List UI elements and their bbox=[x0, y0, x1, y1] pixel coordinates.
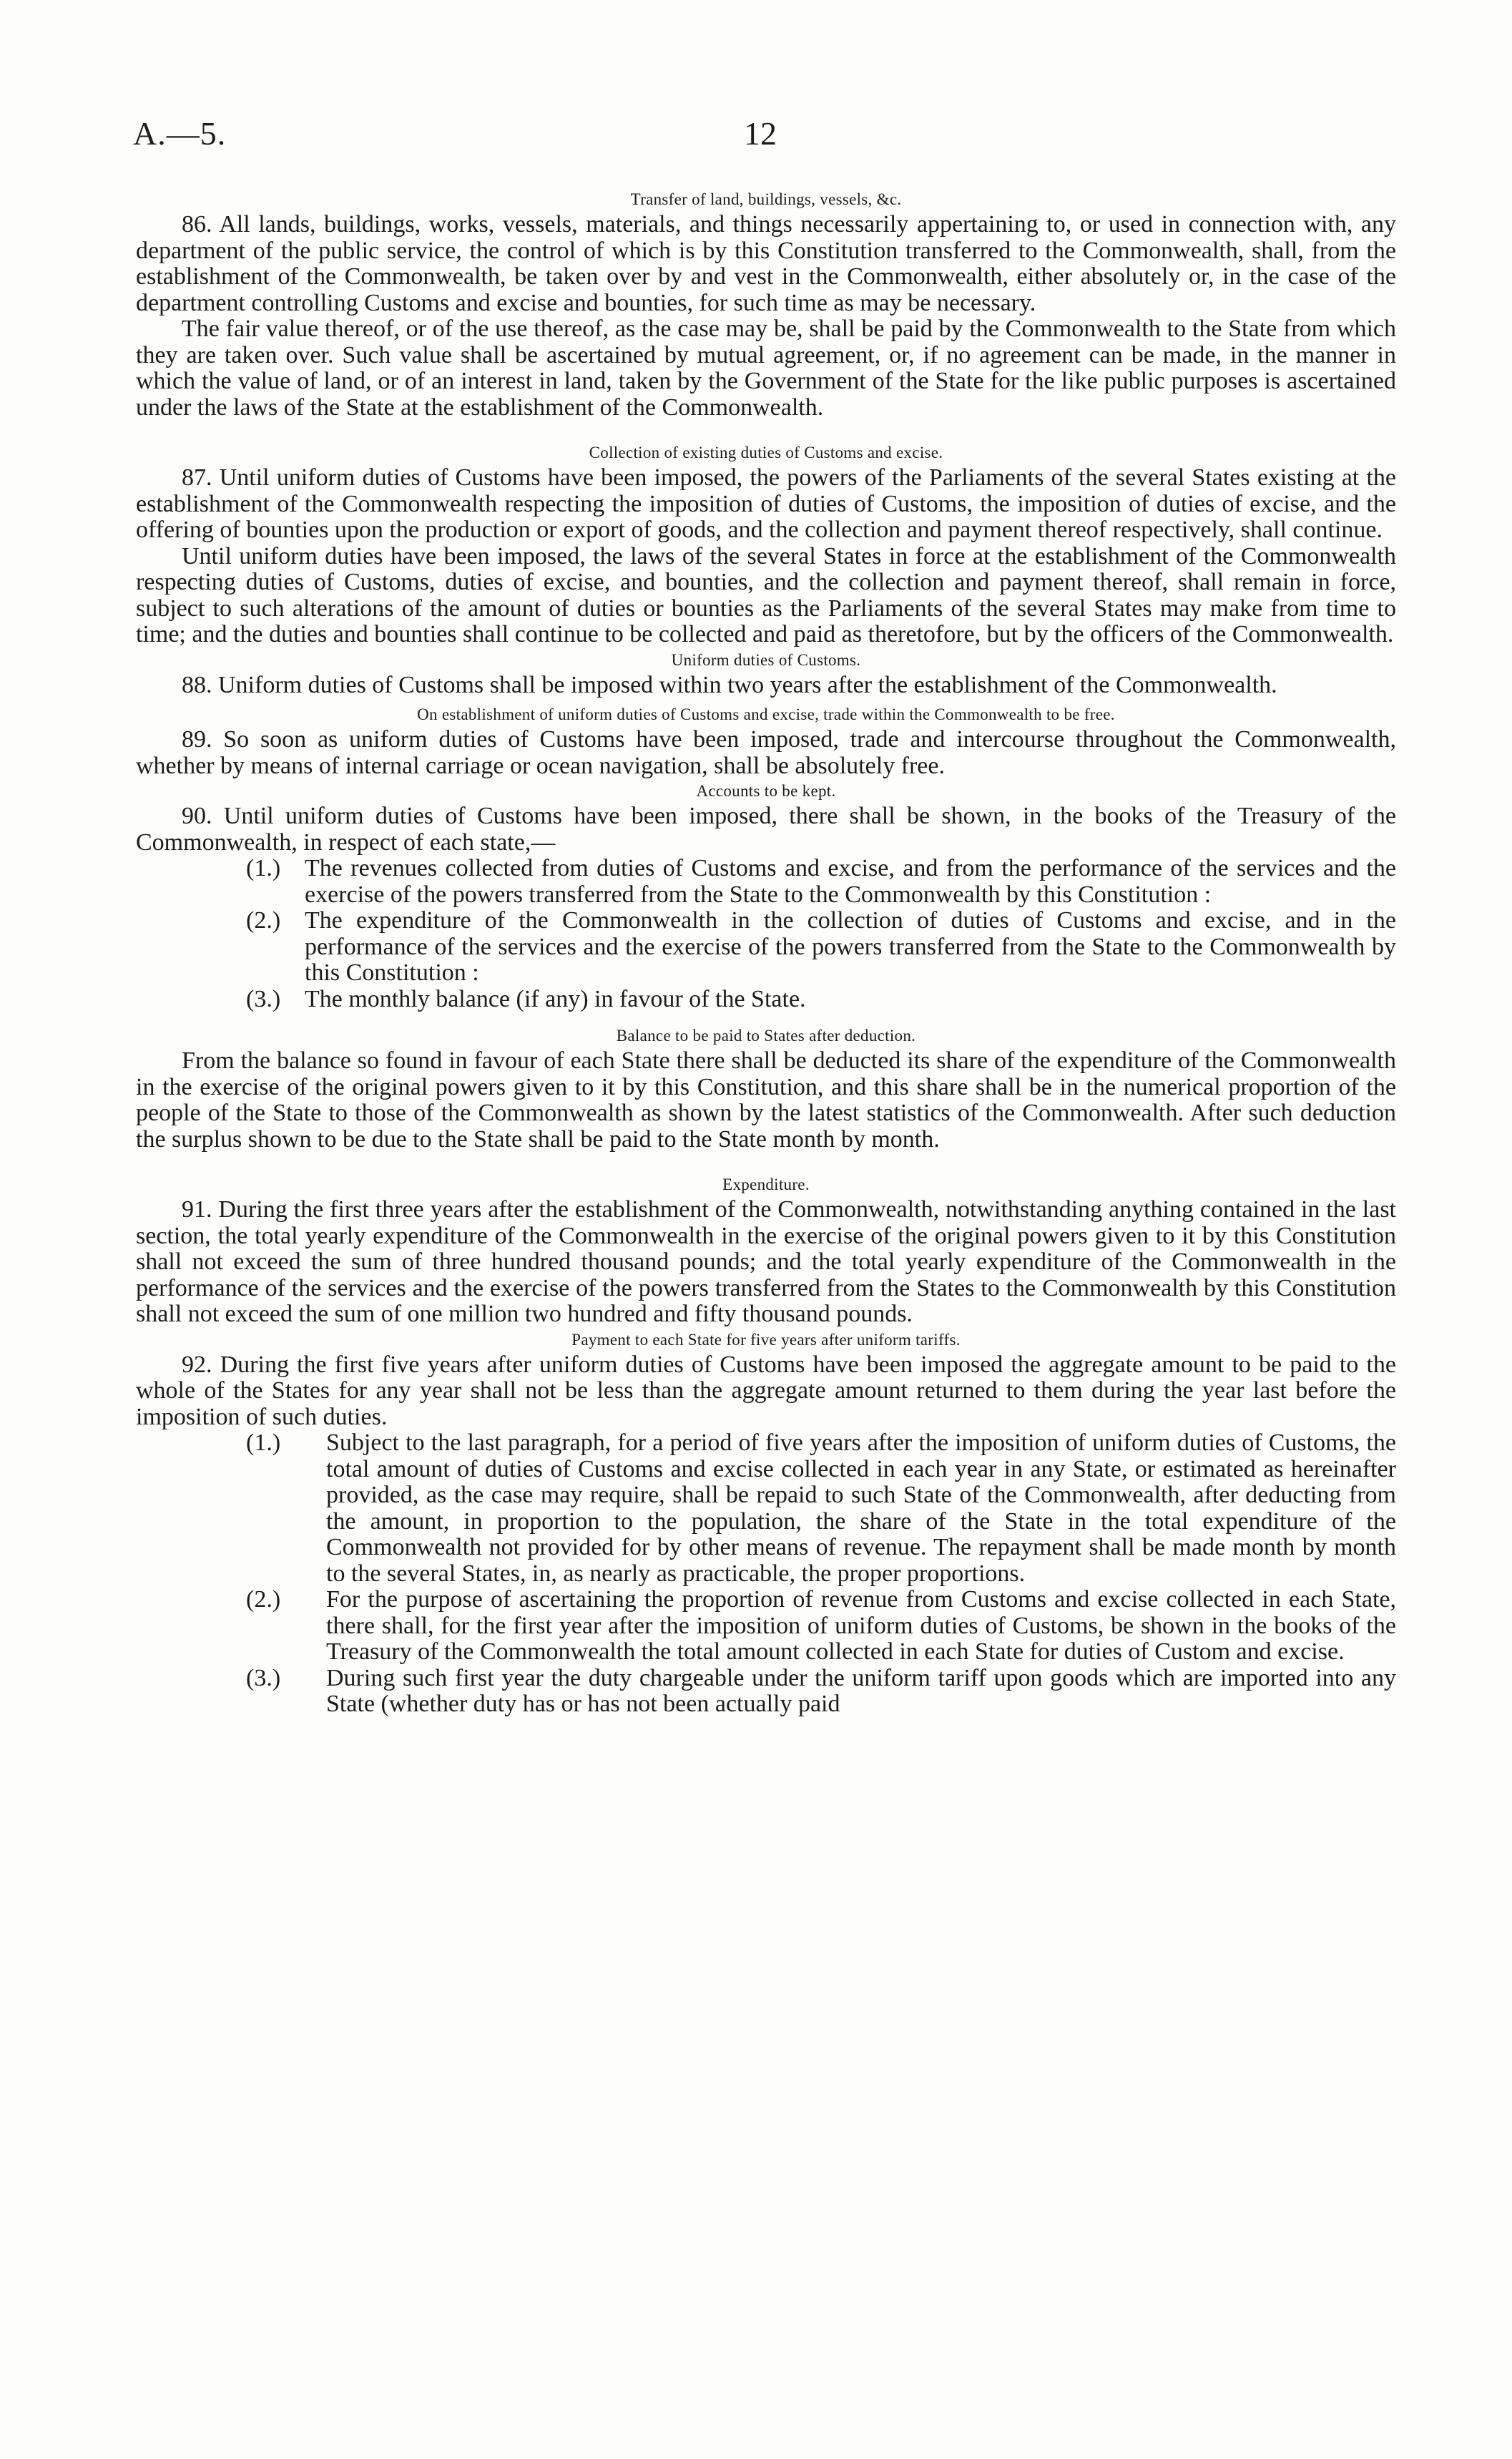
item-text: The monthly balance (if any) in favour of the State. bbox=[305, 985, 806, 1012]
section-90-item bbox=[136, 856, 1396, 908]
section-86-paragraph-2: The fair value thereof, or of the use thereof, as the case may be, shall be paid by the Commonwealth to the State from which they are taken over. Such value shall be ascertained by mutual agreement, or, if no agreement can be made, in the manner in which the value of land, or of an interest in land, taken by the Government of the State for the like public purposes is ascertained under the laws of the State at the establishment of the Commonwealth. bbox=[136, 316, 1396, 421]
marginal-heading-88: Uniform duties of Customs. bbox=[671, 650, 861, 669]
item-text: The revenues collected from duties of Customs and excise, and from the performance of the services and the exercise of the powers transferred from the State to the Commonwealth by this Constitution : bbox=[305, 855, 1396, 908]
section-89-paragraph-1: 89. So soon as uniform duties of Customs have been imposed, trade and intercourse throughout the Commonwealth, whether by means of internal carriage or ocean navigation, shall be absolutely free. bbox=[136, 726, 1396, 779]
page-number: 12 bbox=[744, 115, 777, 152]
item-text: The expenditure of the Commonwealth in the collection of duties of Customs and excise, and in the performance of the services and the exercise of the powers transferred from the State to the Commonwealth by this Constitution : bbox=[305, 907, 1396, 986]
section-92-item bbox=[136, 1430, 1396, 1587]
document-reference: A.—5. bbox=[133, 115, 227, 152]
marginal-heading-91: Expenditure. bbox=[722, 1175, 810, 1193]
section-87-paragraph-1: 87. Until uniform duties of Customs have been imposed, the powers of the Parliaments of the several States existing at the establishment of the Commonwealth respecting the imposition of duties of Customs, the imposition of duties of excise, and the offering of bounties upon the production or export of goods, and the collection and payment thereof respectively, shall continue. bbox=[136, 464, 1396, 543]
item-number: (1.) bbox=[246, 855, 281, 881]
section-90-paragraph-1: 90. Until uniform duties of Customs have been imposed, there shall be shown, in the books of the Treasury of the Commonwealth, in respect of each state,— bbox=[136, 803, 1396, 856]
marginal-heading-92: Payment to each State for five years after uniform tariffs. bbox=[571, 1330, 961, 1349]
section-92-paragraph-1: 92. During the first five years after uniform duties of Customs have been imposed the aggregate amount to be paid to the whole of the States for any year shall not be less than the aggregate amount returned to them during the year last before the imposition of such duties. bbox=[136, 1351, 1396, 1430]
marginal-heading-86: Transfer of land, buildings, vessels, &c. bbox=[630, 190, 902, 208]
section-91-paragraph-1: 91. During the first three years after the establishment of the Commonwealth, notwithstanding anything contained in the last section, the total yearly expenditure of the Commonwealth in the exercise of the original powers given to it by this Constitution shall not exceed the sum of three hundred thousand pounds; and the total yearly expenditure of the Commonwealth in the performance of the services and the exercise of the powers transferred from the States to the Commonwealth by this Constitution shall not exceed the sum of one million two hundred and fifty thousand pounds. bbox=[136, 1196, 1396, 1327]
item-text: For the purpose of ascertaining the proportion of revenue from Customs and excise collected in each State, there shall, for the first year after the imposition of uniform duties of Customs, be shown in the books of the Treasury of the Commonwealth the total amount collected in each State for duties of Custom and excise. bbox=[326, 1586, 1396, 1665]
item-number: (2.) bbox=[246, 907, 281, 934]
section-90-item bbox=[136, 908, 1396, 987]
section-92-item bbox=[136, 1666, 1396, 1718]
section-88-paragraph-1: 88. Uniform duties of Customs shall be imposed within two years after the establishment of the Commonwealth. bbox=[182, 671, 1277, 698]
marginal-heading-90: Accounts to be kept. bbox=[696, 782, 836, 800]
marginal-heading-balance: Balance to be paid to States after deduction. bbox=[616, 1027, 916, 1045]
document-body bbox=[136, 187, 1396, 1718]
item-text: During such first year the duty chargeable under the uniform tariff upon goods which are imported into any State (whether duty has or has not been actually paid bbox=[326, 1664, 1396, 1717]
item-number: (1.) bbox=[246, 1429, 281, 1456]
item-number: (2.) bbox=[246, 1586, 281, 1613]
item-text: Subject to the last paragraph, for a period of five years after the imposition of uniform duties of Customs, the total amount of duties of Customs and excise collected in each year in any State, or estimated as hereinafter provided, as the case may require, shall be repaid to such State of the Commonwealth, after deducting from the amount, in proportion to the population, the share of the State in the total expenditure of the Commonwealth not provided for by other means of revenue. The repayment shall be made month by month to the several States, in, as nearly as practicable, the proper proportions. bbox=[326, 1429, 1396, 1587]
item-number: (3.) bbox=[246, 1664, 281, 1691]
marginal-heading-87: Collection of existing duties of Customs and excise. bbox=[589, 444, 943, 461]
item-number: (3.) bbox=[246, 985, 281, 1012]
section-90-item bbox=[136, 987, 1396, 1013]
balance-paragraph: From the balance so found in favour of each State there shall be deducted its share of the expenditure of the Commonwealth in the exercise of the original powers given to it by this Constitution, and this share shall be in the numerical proportion of the people of the State to those of the Commonwealth as shown by the latest statistics of the Commonwealth. After such deduction the surplus shown to be due to the State shall be paid to the State month by month. bbox=[136, 1047, 1396, 1153]
section-87-paragraph-2: Until uniform duties have been imposed, the laws of the several States in force at the establishment of the Commonwealth respecting duties of Customs, duties of excise, and bounties, and the collection and payment thereof, shall remain in force, subject to such alterations of the amount of duties or bounties as the Parliaments of the several States may make from time to time; and the duties and bounties shall continue to be collected and paid as theretofore, but by the officers of the Commonwealth. bbox=[136, 542, 1396, 647]
section-86-paragraph-1: 86. All lands, buildings, works, vessels, materials, and things necessarily appertaining to, or used in connection with, any department of the public service, the control of which is by this Constitution transferred to the Commonwealth, shall, from the establishment of the Commonwealth, be taken over by and vest in the Commonwealth, either absolutely or, in the case of the department controlling Customs and excise and bounties, for such time as may be necessary. bbox=[136, 211, 1396, 316]
section-92-item bbox=[136, 1587, 1396, 1666]
marginal-heading-89: On establishment of uniform duties of Customs and excise, trade within the Commonwealth to be free. bbox=[417, 705, 1115, 723]
